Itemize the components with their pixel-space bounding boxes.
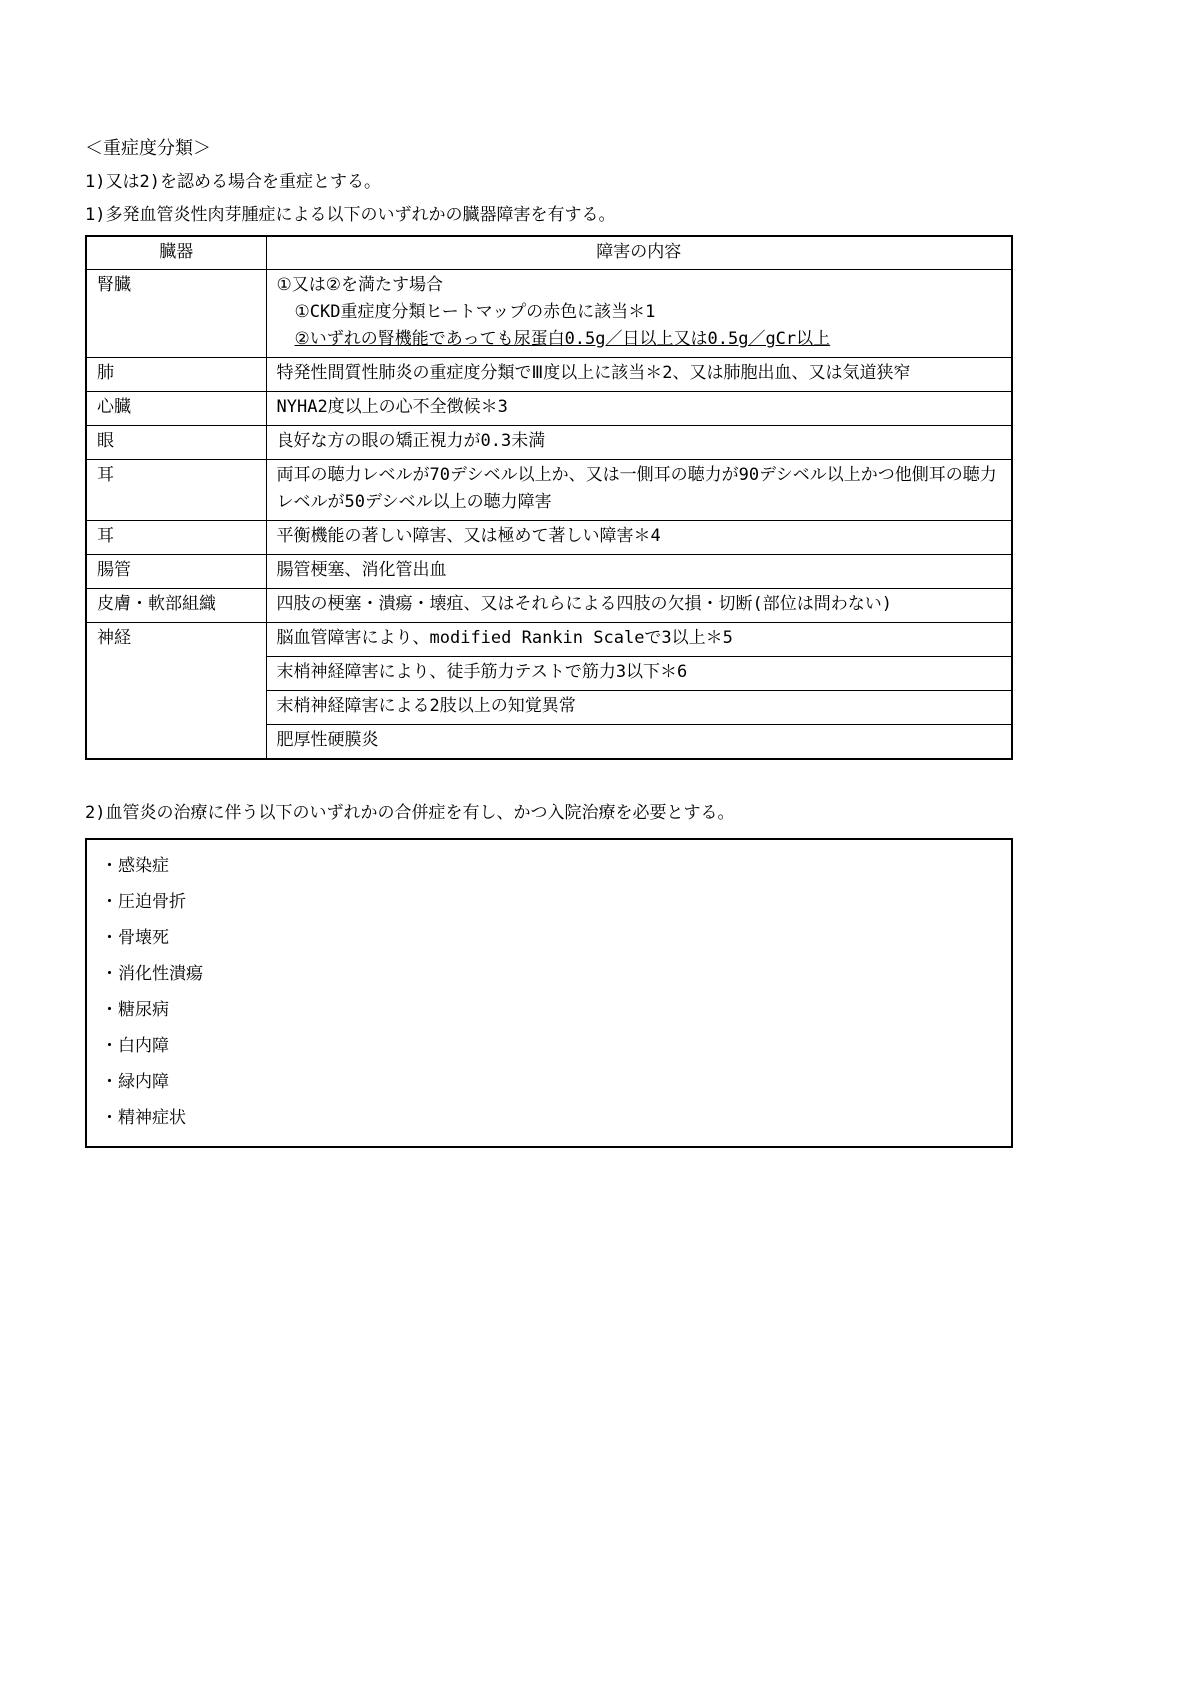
organ-cell: 眼 xyxy=(86,426,266,460)
intro-line-1: 1)又は2)を認める場合を重症とする。 xyxy=(85,172,381,192)
page-title: ＜重症度分類＞ xyxy=(85,138,211,159)
table-row-kidney xyxy=(86,270,1012,358)
content-cell: NYHA2度以上の心不全徴候＊3 xyxy=(266,392,1012,426)
list-item: ・精神症状 xyxy=(101,1108,186,1128)
intro-line-2: 1)多発血管炎性肉芽腫症による以下のいずれかの臓器障害を有する。 xyxy=(85,205,616,225)
list-item: ・圧迫骨折 xyxy=(101,892,186,912)
content-cell: 肥厚性硬膜炎 xyxy=(266,725,1012,760)
content-line-underlined: ②いずれの腎機能であっても尿蛋白0.5g／日以上又は0.5g／gCr以上 xyxy=(294,329,831,349)
organ-cell: 腸管 xyxy=(86,555,266,589)
table-row-lung xyxy=(86,358,1012,392)
table-row-intestine xyxy=(86,555,1012,589)
organ-cell: 神経 xyxy=(86,623,266,760)
content-cell: 脳血管障害により、modified Rankin Scaleで3以上＊5 xyxy=(266,623,1012,657)
table-header-row xyxy=(86,236,1012,270)
list-item: ・糖尿病 xyxy=(101,1000,169,1020)
content-cell: 良好な方の眼の矯正視力が0.3未満 xyxy=(266,426,1012,460)
list-item: ・緑内障 xyxy=(101,1072,169,1092)
table-row-nerve xyxy=(86,623,1012,657)
content-area xyxy=(85,136,1013,1148)
table-row-ear-hearing xyxy=(86,460,1012,521)
table-row-skin xyxy=(86,589,1012,623)
list-item: ・白内障 xyxy=(101,1036,169,1056)
content-cell xyxy=(266,270,1012,358)
organ-column-header: 臓器 xyxy=(86,236,266,270)
organ-cell: 腎臓 xyxy=(86,270,266,358)
list-item: ・消化性潰瘍 xyxy=(101,964,203,984)
content-cell: 四肢の梗塞・潰瘍・壊疽、又はそれらによる四肢の欠損・切断(部位は問わない) xyxy=(266,589,1012,623)
list-item: ・骨壊死 xyxy=(101,928,169,948)
organ-cell: 耳 xyxy=(86,521,266,555)
content-cell: 平衡機能の著しい障害、又は極めて著しい障害＊4 xyxy=(266,521,1012,555)
table-row-heart xyxy=(86,392,1012,426)
content-line: ①又は②を満たす場合 xyxy=(276,275,443,295)
table-row-eye xyxy=(86,426,1012,460)
organ-cell: 耳 xyxy=(86,460,266,521)
content-cell: 両耳の聴力レベルが70デシベル以上か、又は一側耳の聴力が90デシベル以上かつ他側耳の聴力レベルが50デシベル以上の聴力障害 xyxy=(266,460,1012,521)
content-cell: 末梢神経障害による2肢以上の知覚異常 xyxy=(266,691,1012,725)
list-item: ・感染症 xyxy=(101,856,169,876)
organ-cell: 心臓 xyxy=(86,392,266,426)
section2-heading: 2)血管炎の治療に伴う以下のいずれかの合併症を有し、かつ入院治療を必要とする。 xyxy=(85,803,735,823)
content-cell: 末梢神経障害により、徒手筋力テストで筋力3以下＊6 xyxy=(266,657,1012,691)
content-cell: 特発性間質性肺炎の重症度分類でⅢ度以上に該当＊2、又は肺胞出血、又は気道狭窄 xyxy=(266,358,1012,392)
content-column-header: 障害の内容 xyxy=(266,236,1012,270)
content-cell: 腸管梗塞、消化管出血 xyxy=(266,555,1012,589)
organ-damage-table xyxy=(85,235,1013,760)
table-row-ear-balance xyxy=(86,521,1012,555)
content-line: ①CKD重症度分類ヒートマップの赤色に該当＊1 xyxy=(294,302,656,322)
organ-cell: 肺 xyxy=(86,358,266,392)
organ-cell: 皮膚・軟部組織 xyxy=(86,589,266,623)
complications-box xyxy=(85,838,1013,1148)
